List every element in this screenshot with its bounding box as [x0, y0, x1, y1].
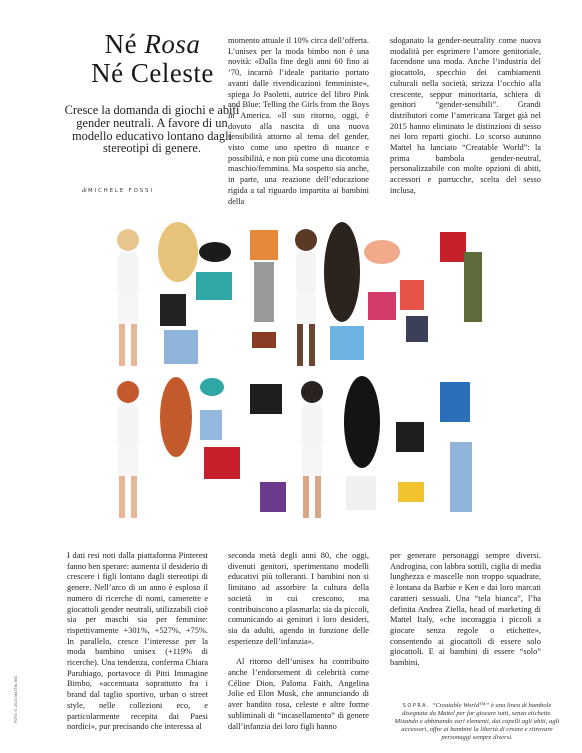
yellow-shorts [398, 482, 424, 502]
caption-label: SOPRA. [402, 703, 431, 709]
title-ne-1: Né [104, 29, 145, 59]
blonde-wig [158, 222, 198, 282]
camo-pants [464, 252, 482, 322]
teal-cap [200, 378, 224, 396]
article-dek: Cresce la domanda di giochi e abiti gender neutrali. A favore di un modello educativo lontano dagli stereotipi di genere. [64, 103, 240, 156]
red-wig [160, 377, 192, 457]
product-photo [100, 222, 502, 532]
doll-4 [301, 381, 323, 518]
floral-jacket [196, 272, 232, 300]
bottom-column-3 [390, 551, 541, 669]
top-column-1 [228, 36, 369, 207]
print-shirt [346, 476, 376, 510]
bottom-column-1-text: I dati resi noti dalla piattaforma Pinterest fanno ben sperare: aumenta il desiderio di crescere i figli lontano dagli stereotipi di genere. Nell’arco di un anno è esploso il numero di ricerche di nomi, camerette e giocattoli gender neutrali, utilizzabili cioè sia per maschi sia per femmine: rispettivamente +301%, +527%, +75%. In parallelo, cresce l’interesse per la moda bambino unisex (+119% di ricerche). Una tendenza, conferma Chiara Paruhiago, portavoce di Pitti Immagine Bimbo, «accentuata soprattutto fra i brand dal taglio sportivo, urban o street style, nelle collezioni eco, e particolarmente recepita dai Paesi nordici», pur precisando che interessa al [67, 551, 208, 732]
article-title [85, 30, 220, 88]
bottom-column-2-text: seconda metà degli anni 80, che oggi, divenuti genitori, sperimentano modelli educativi più tolleranti. I bambini non si limitano ad assorbire la cultura della società in cui crescono, ma contribuiscono a plasmarla: sia da piccoli, comunicando ai genitori i loro desideri, sia da adulti, agendo in funzione delle esperienze dell’infanzia». [228, 551, 369, 646]
jersey-91 [260, 482, 286, 512]
byline-prefix: di [82, 188, 89, 194]
brown-boots [252, 332, 276, 348]
title-celeste: Celeste [130, 58, 214, 88]
pink-hat [364, 240, 400, 264]
floral-top [368, 292, 396, 320]
red-vest [440, 232, 466, 262]
denim-skirt [200, 410, 222, 440]
blue-jacket [440, 382, 470, 422]
bottom-column-2-text-b: Al ritorno dell’unisex ha contribuito anche l’endorsement di celebrità come Céline Dion, Paloma Faith, Angelina Jolie ed Elon Musk, che annunciando di aver bandito rosa, celeste e altre forme subliminali di “incasellamento” di genere dall’infanzia dei loro figli hanno [228, 657, 369, 731]
denim-shorts [164, 330, 198, 364]
photo-credit-text: FOTO © 2020 MATTEL INC. [14, 674, 18, 723]
black-jacket [396, 422, 424, 452]
patched-jeans [450, 442, 472, 512]
doll-3 [117, 381, 139, 518]
orange-shirt [250, 230, 278, 260]
top-column-2 [390, 36, 541, 197]
striped-top [160, 294, 186, 326]
striped-sweater [400, 280, 424, 310]
bottom-column-3-text: per generare personaggi sempre diversi. Androgina, con labbra sottili, ciglia di media lunghezza e mascelle non troppo squadrate, è lontana da Barbie e Ken e dai loro marcati caratteri sessuali. Una “tela bianca”, l’ha definita Andrea Ziella, head of marketing di Mattel Italy, «che incoraggia i piccoli a giocare senza regole o etichette», consentendo ai giocattoli di essere solo giocattoli. E ai bambini di essere “solo” bambini. [390, 551, 541, 668]
grey-pants [254, 262, 274, 322]
doll-1 [117, 229, 139, 366]
black-hat [199, 242, 231, 262]
caption-text: “Creatable World™” è una linea di bambole disegnata da Mattel per far giocare tutti, senza etichette. Mixando e abbinando vari elementi, dai capelli agli abiti, agli accessori, offre ai bambini la libertà di creare e ritrovare personaggi sempre diversi. [394, 702, 560, 741]
braided-wig [324, 222, 360, 322]
top-column-1-text: momento attuale il 10% circa dell’offerta. L’unisex per la moda bimbo non è una novità: «Dalla fine degli anni 60 fino ai ’70, incarnò l’ideale paritario portato avanti dalle rivendicazioni femministe», spiega Jo Paoletti, autrice del libro Pink and Blue: Telling the Girls from the Boys in America. «Il suo ritorno, oggi, è dovuto alla nascita di una nuova sensibilità attorno al tema del gender, visto come uno spettro di nuance e possibilità, e non più come una dicotomia maschio/femmina. Ma sospetto sia anche, in parte, una reazione dell’educazione rigida a tal riguardo impartita ai bambini della [228, 36, 369, 206]
byline [82, 188, 154, 194]
plaid-shorts [406, 316, 428, 342]
red-jacket [204, 447, 240, 479]
dolls-illustration [100, 222, 502, 532]
blue-tutu [330, 326, 364, 360]
doll-2 [295, 229, 317, 366]
photo-credit [14, 645, 23, 723]
title-ne-2: Né [91, 58, 131, 88]
top-column-2-text: sdoganato la gender-neutrality come nuova modalità per esprimere l’amore genitoriale, facendone una moda. Anche l’industria del giocattolo, specchio dei cambiamenti culturali nella società, strizza l’occhio alla crescente, seppur minoritaria, schiera di genitori “gender-sensibili”. Grandi distributori come l’americana Target già nel 2015 hanno eliminato le distinzioni di sesso nei loro reparti giochi. Lo scorso autunno Mattel ha lanciato “Creatable World”: la prima bambola gender-neutral, personalizzabile con molte opzioni di abiti, accessori e parrucche, scelta del sesso inclusa, [390, 36, 541, 195]
bottom-column-2 [228, 551, 369, 732]
bottom-column-1 [67, 551, 208, 733]
title-rosa: Rosa [144, 29, 201, 59]
photo-caption [392, 702, 562, 742]
byline-name: MICHELE FOSSI [88, 188, 154, 194]
leather-jacket [250, 384, 282, 414]
long-black-wig [344, 376, 380, 468]
